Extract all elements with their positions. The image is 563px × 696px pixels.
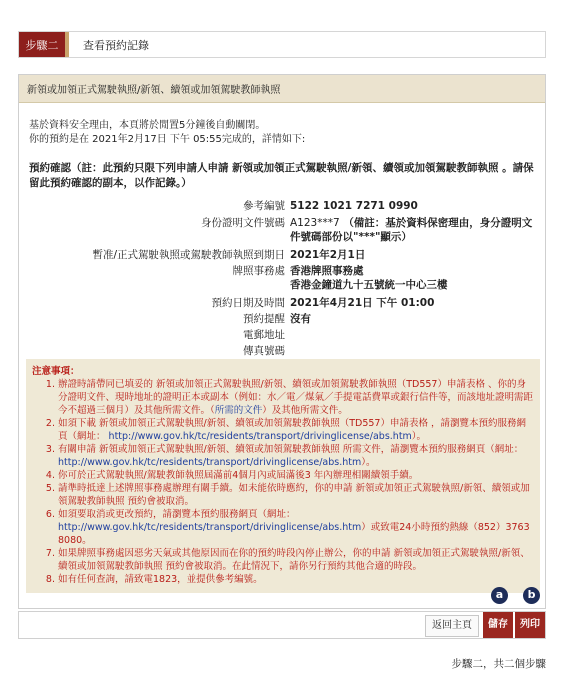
note-3-text: 有關申請 新領或加領正式駕駛執照/新領、續領或加領駕駛教師執照 所需文件，請瀏覽本預約服務網頁（網址： <box>58 444 524 455</box>
note-1-tail: ）及其他所需文件。 <box>262 405 348 416</box>
note-item <box>58 508 534 547</box>
note-item <box>58 547 534 573</box>
note-item <box>58 417 534 443</box>
step-title: 查看預約記錄 <box>83 38 149 52</box>
reminder-label: 預約提醒 <box>243 313 285 325</box>
session-timeout-notice: 基於資料安全理由，本頁將於閒置5分鐘後自動關閉。 <box>29 120 266 131</box>
note-1-text: 辦證時請帶同已填妥的 新領或加領正式駕駛執照/新領、續領或加領駕駛教師執照（TD557）申請表格 、你的身分證明文件、現時地址的證明正本或副本（例如：水／電／煤氣／手提電話費單或銀行信件等，而該地址證明需距今不超過三個月）及其他所需文件。 <box>58 379 534 416</box>
note-item: 1. 辦證時請帶同已填妥的 新領或加領正式駕駛執照/新領、續領或加領駕駛教師執照（TD557）申請表格 、你的身分證明文件、現時地址的證明正本或副本（例如：水／電／煤氣／手提電話費單或銀行信件等，而該地址證明需距今不超過三個月）及其他所需文件。（所需的文件）及其他所需文件。 <box>58 378 534 417</box>
annotation-marker-b: b <box>523 587 540 604</box>
notes-title: 注意事項： <box>32 366 80 377</box>
booking-completed-notice: 你的預約是在 2021年2月17日 下午 05:55完成的，詳情如下: <box>29 134 306 145</box>
note-4-text: 你可於正式駕駛執照/駕駛教師執照屆滿前4個月內或屆滿後3 年內辦理相關續領手續。 <box>58 470 419 481</box>
datetime-value: 2021年4月21日 下午 01:00 <box>290 297 435 309</box>
note-item <box>58 469 534 482</box>
reference-label: 參考編號 <box>243 200 285 212</box>
action-bar <box>18 611 546 639</box>
annotation-marker-a: a <box>491 587 508 604</box>
note-2-text: 如須下載 新領或加領正式駕駛執照/新領、續領或加領駕駛教師執照（TD557）申請表格 ，請瀏覽本預約服務網頁（網址： <box>58 418 526 442</box>
reminder-value: 沒有 <box>290 313 311 325</box>
note-3-tail: ）。 <box>361 457 376 468</box>
note-item <box>58 443 534 469</box>
required-documents-link[interactable]: 所需的文件 <box>214 405 263 416</box>
expiry-label: 暫准/正式駕駛執照或駕駛教師執照到期日 <box>92 249 285 261</box>
office-address: 香港金鐘道九十五號統一中心三樓 <box>290 279 448 291</box>
reference-value: 5122 1021 7271 0990 <box>290 200 418 212</box>
notes-box <box>26 359 540 593</box>
step-header <box>18 31 546 58</box>
expiry-value: 2021年2月1日 <box>290 249 366 261</box>
office-label: 牌照事務處 <box>232 265 285 277</box>
abs-link-1[interactable]: http://www.gov.hk/tc/residents/transport/drivinglicense/abs.htm <box>108 431 412 442</box>
note-2-tail: ）。 <box>411 431 427 442</box>
booking-confirmation: 預約確認（註：此預約只限下列申請人申請 新領或加領正式駕駛執照/新領、續領或加領駕駛教師執照 。請保留此預約確認的副本，以作記錄。） <box>29 162 534 189</box>
notes-list <box>32 378 534 586</box>
id-label: 身份證明文件號碼 <box>201 217 285 229</box>
abs-link-2[interactable]: http://www.gov.hk/tc/residents/transport/drivinglicense/abs.htm <box>58 457 362 468</box>
id-note: （備註：基於資料保密理由，身分證明文件號碼部份以"***"顯示） <box>290 217 533 243</box>
note-8-text: 如有任何查詢，請致電1823，並提供參考編號。 <box>58 574 263 585</box>
note-item <box>58 573 534 586</box>
id-value-group <box>290 216 540 244</box>
datetime-label: 預約日期及時間 <box>211 297 285 309</box>
note-5-text: 請準時抵達上述牌照事務處辦理有關手續。如未能依時應約，你的申請 新領或加領正式駕駛執照/新領、續領或加領駕駛教師執照 預約會被取消。 <box>58 483 530 507</box>
note-item <box>58 482 534 508</box>
notice-text <box>29 119 305 147</box>
abs-link-3[interactable]: http://www.gov.hk/tc/residents/transport/drivinglicense/abs.htm <box>58 522 362 533</box>
print-button[interactable]: 列印 <box>515 612 545 638</box>
step-progress: 步驟二，共二個步驟 <box>451 658 546 670</box>
fax-label: 傳真號碼 <box>243 345 285 357</box>
id-value: A123***7 <box>290 217 340 229</box>
office-name: 香港牌照事務處 <box>290 265 364 277</box>
section-header: 新領或加領正式駕駛執照/新領、續領或加領駕駛教師執照 <box>19 75 545 103</box>
office-value <box>290 264 540 292</box>
note-6-text: 如須要取消或更改預約，請瀏覽本預約服務網頁（網址： <box>58 509 296 520</box>
note-6-tail: ）或致電24小時預約熱線（852）3763 8080。 <box>58 522 530 546</box>
save-button[interactable]: 儲存 <box>483 612 513 638</box>
step-badge: 步驟二 <box>19 32 69 57</box>
back-home-button[interactable]: 返回主頁 <box>425 615 479 637</box>
booking-record-panel <box>18 74 546 609</box>
note-7-text: 如果牌照事務處因惡劣天氣或其他原因而在你的預約時段內停止辦公，你的申請 新領或加領正式駕駛執照/新領、續領或加領駕駛教師執照 預約會被取消。在此情況下，請你另行預約其他合適的時段。 <box>58 548 530 572</box>
email-label: 電郵地址 <box>243 329 285 341</box>
